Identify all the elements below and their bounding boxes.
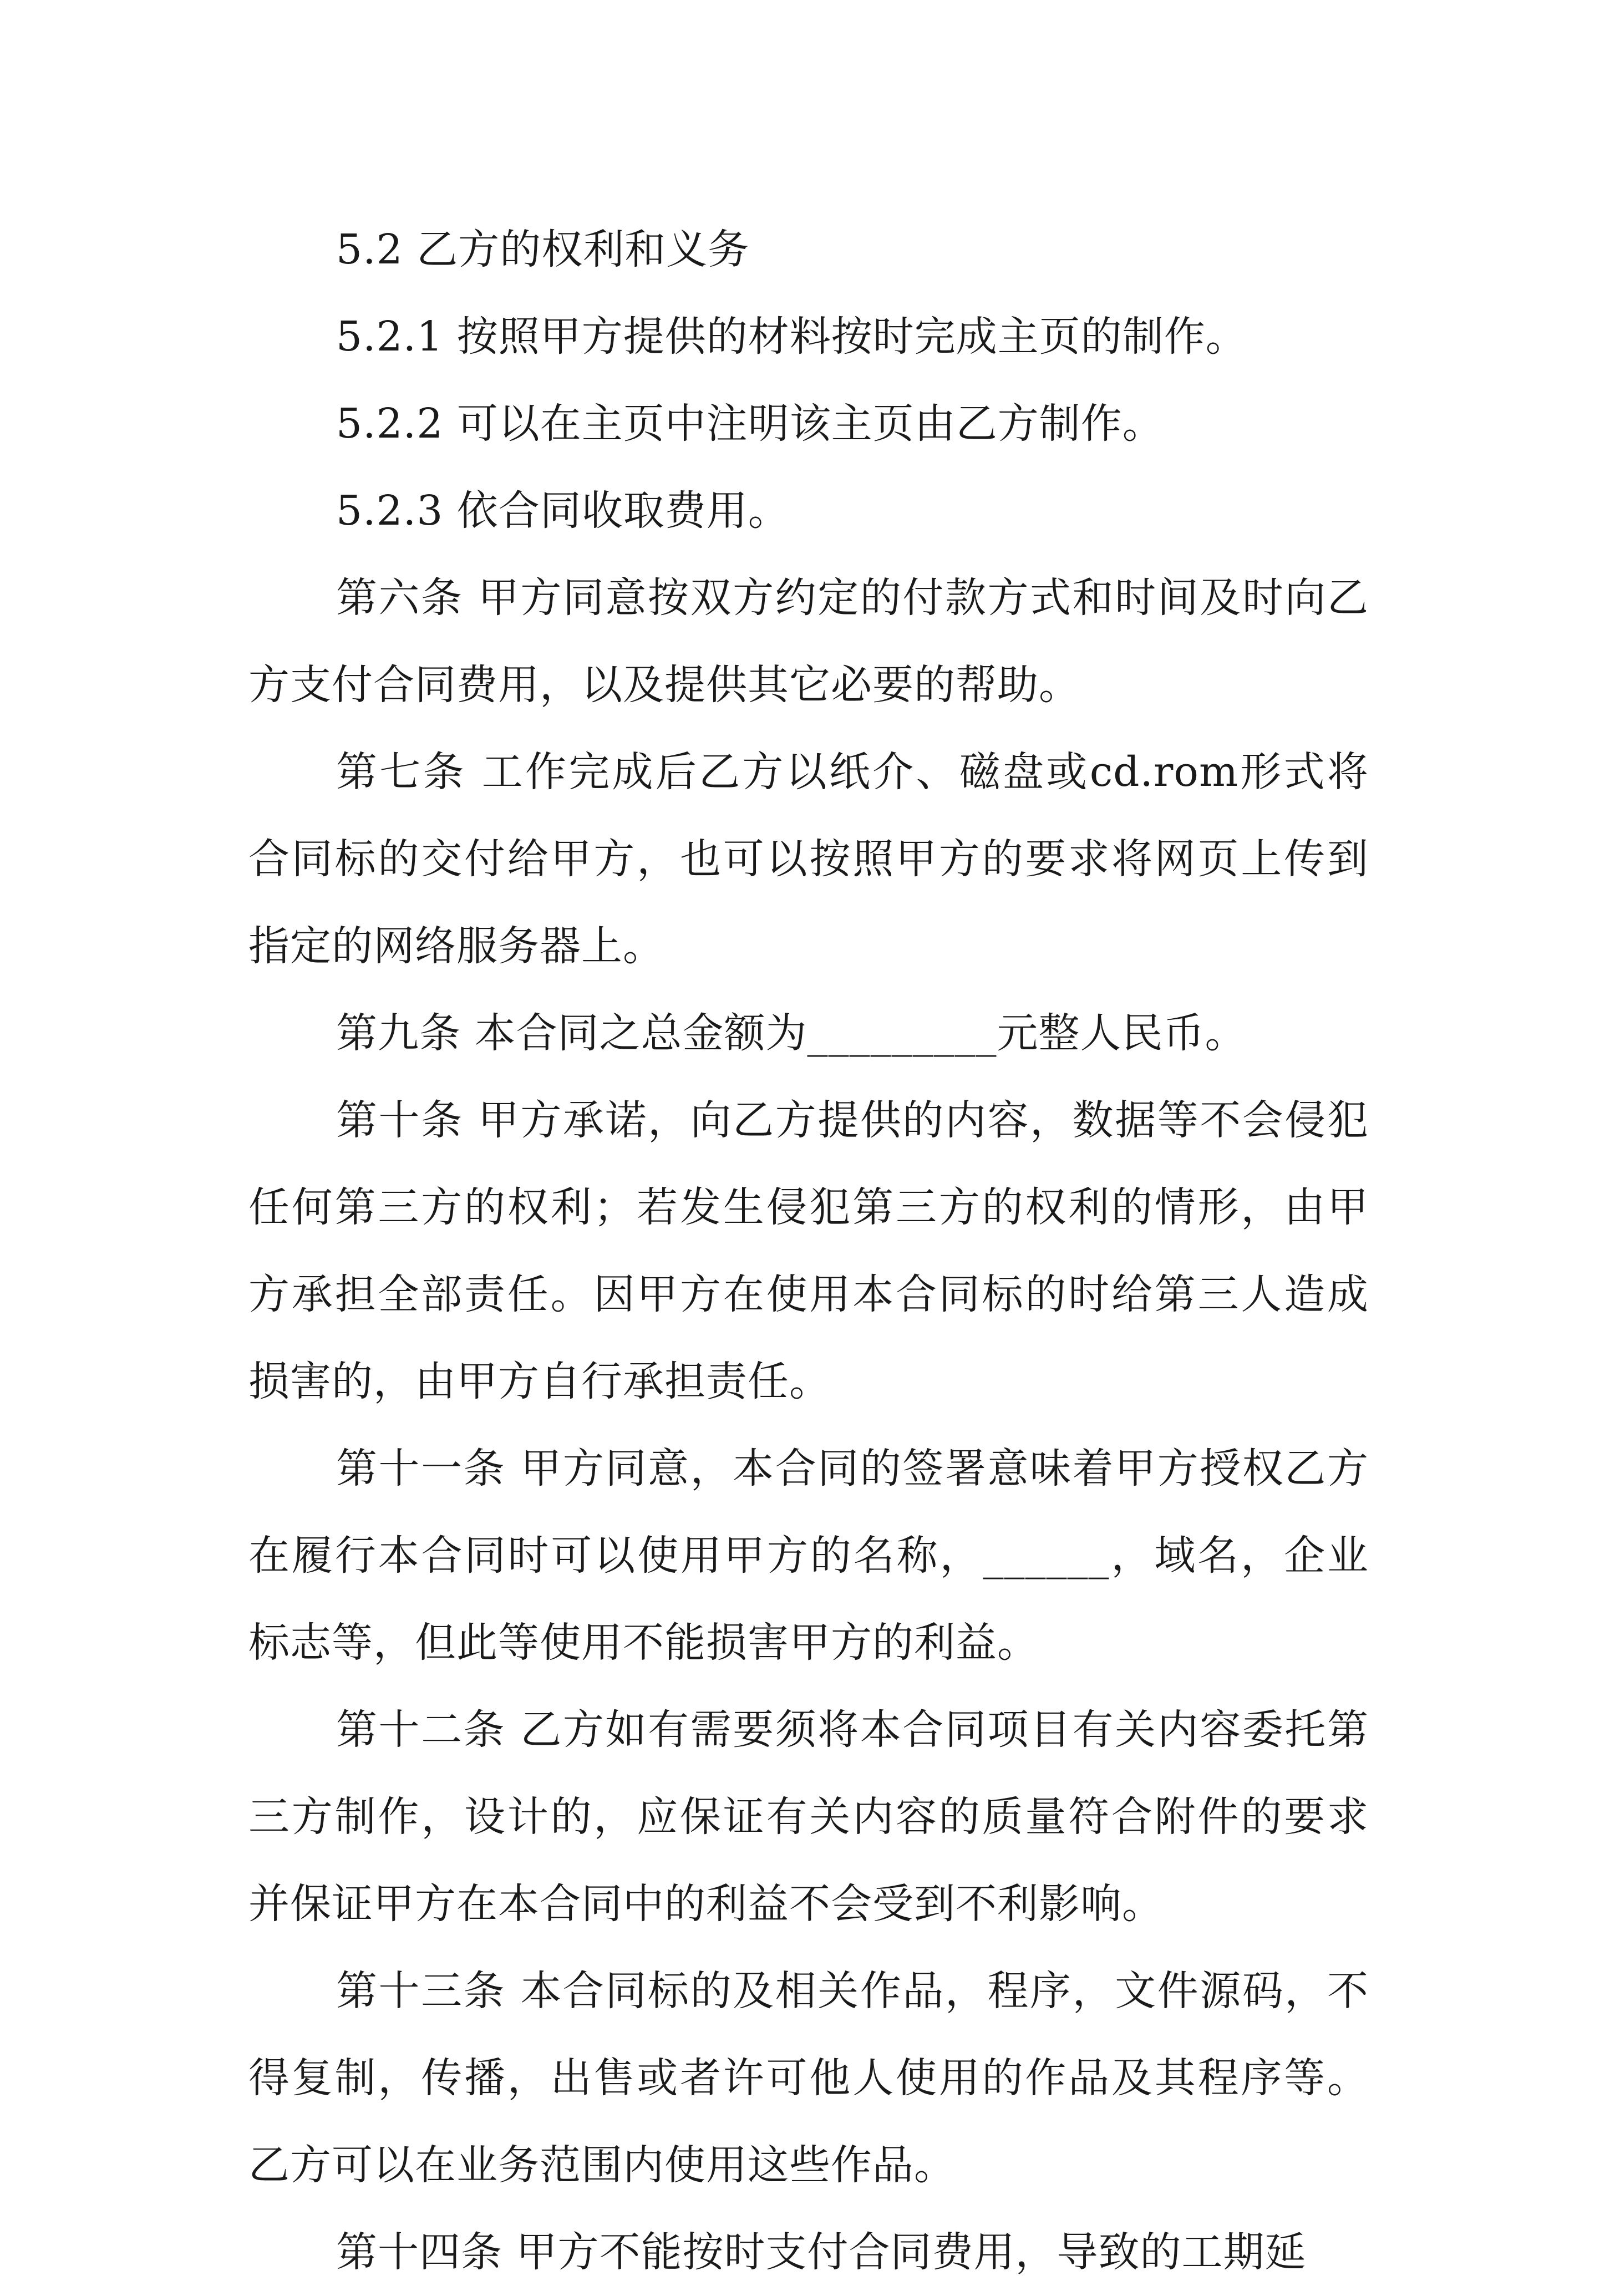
article-9: 第九条 本合同之总金额为_________元整人民币。 <box>336 1009 1247 1057</box>
article-7: 第七条 工作完成后乙方以纸介、磁盘或cd.rom形式将合同标的交付给甲方，也可以按照甲方的要求将网页上传到指定的网络服务器上。 <box>248 748 1369 970</box>
document-body <box>248 206 1369 2296</box>
article-10: 第十条 甲方承诺，向乙方提供的内容，数据等不会侵犯任何第三方的权利；若发生侵犯第三方的权利的情形，由甲方承担全部责任。因甲方在使用本合同标的时给第三人造成损害的，由甲方自行承担责任。 <box>248 1096 1369 1405</box>
article-12: 第十二条 乙方如有需要须将本合同项目有关内容委托第三方制作，设计的，应保证有关内容的质量符合附件的要求并保证甲方在本合同中的利益不会受到不利影响。 <box>248 1706 1369 1928</box>
clause-5-2-1: 5.2.1 按照甲方提供的材料按时完成主页的制作。 <box>336 313 1247 360</box>
clause-5-2-heading: 5.2 乙方的权利和义务 <box>336 226 750 273</box>
article-14: 第十四条 甲方不能按时支付合同费用，导致的工期延 <box>336 2228 1307 2276</box>
article-13: 第十三条 本合同标的及相关作品，程序，文件源码，不得复制，传播，出售或者许可他人使用的作品及其程序等。乙方可以在业务范围内使用这些作品。 <box>248 1967 1369 2189</box>
article-11: 第十一条 甲方同意，本合同的签署意味着甲方授权乙方在履行本合同时可以使用甲方的名称，______，域名，企业标志等，但此等使用不能损害甲方的利益。 <box>248 1445 1369 1667</box>
clause-5-2-2: 5.2.2 可以在主页中注明该主页由乙方制作。 <box>336 400 1164 448</box>
clause-5-2-3: 5.2.3 依合同收取费用。 <box>336 487 790 535</box>
article-6: 第六条 甲方同意按双方约定的付款方式和时间及时向乙方支付合同费用，以及提供其它必要的帮助。 <box>248 574 1369 709</box>
